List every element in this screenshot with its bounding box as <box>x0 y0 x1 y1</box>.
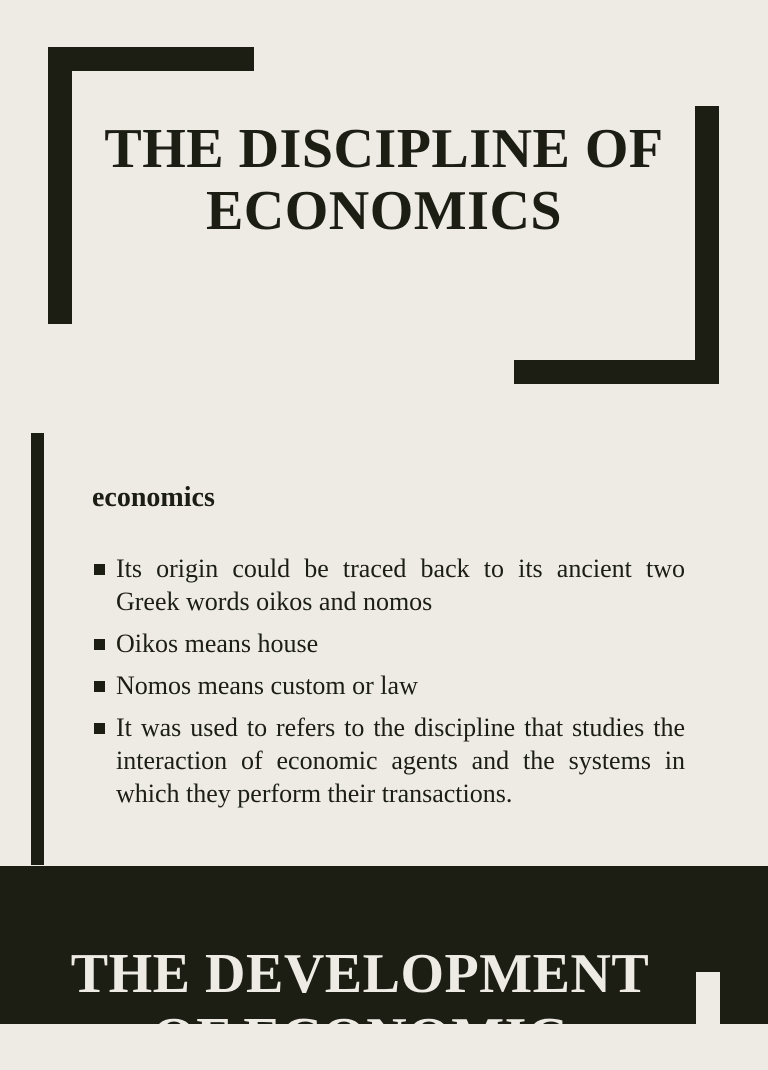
bullet-list <box>92 552 685 819</box>
corner-frame-top-left-horizontal <box>48 47 254 71</box>
square-bullet-icon <box>94 681 105 692</box>
square-bullet-icon <box>94 564 105 575</box>
slide-title-development <box>0 866 768 1069</box>
slide-heading: economics <box>92 482 215 513</box>
list-item <box>92 669 685 702</box>
bullet-text: It was used to refers to the discipline that studies the interaction of economic agents and the systems in which they perform their transactions. <box>116 713 685 808</box>
list-item <box>92 627 685 660</box>
square-bullet-icon <box>94 639 105 650</box>
bullet-text: Nomos means custom or law <box>116 671 418 700</box>
slide-title: THE DEVELOPMENT OF ECONOMIC <box>70 943 650 1069</box>
list-item <box>92 711 685 810</box>
bullet-text: Oikos means house <box>116 629 319 658</box>
corner-frame-bottom-right-vertical <box>695 106 719 384</box>
slide-title: THE DISCIPLINE OF ECONOMICS <box>104 118 664 242</box>
slide-economics-definition <box>0 420 768 866</box>
corner-frame-top-left-vertical <box>48 47 72 324</box>
list-item <box>92 552 685 618</box>
square-bullet-icon <box>94 723 105 734</box>
corner-frame-bottom-right-horizontal <box>514 360 719 384</box>
slide-title-discipline <box>0 0 768 420</box>
bullet-text: Its origin could be traced back to its ancient two Greek words oikos and nomos <box>116 554 685 616</box>
accent-vertical-bar <box>31 433 44 865</box>
corner-frame-right-vertical <box>696 972 720 1032</box>
